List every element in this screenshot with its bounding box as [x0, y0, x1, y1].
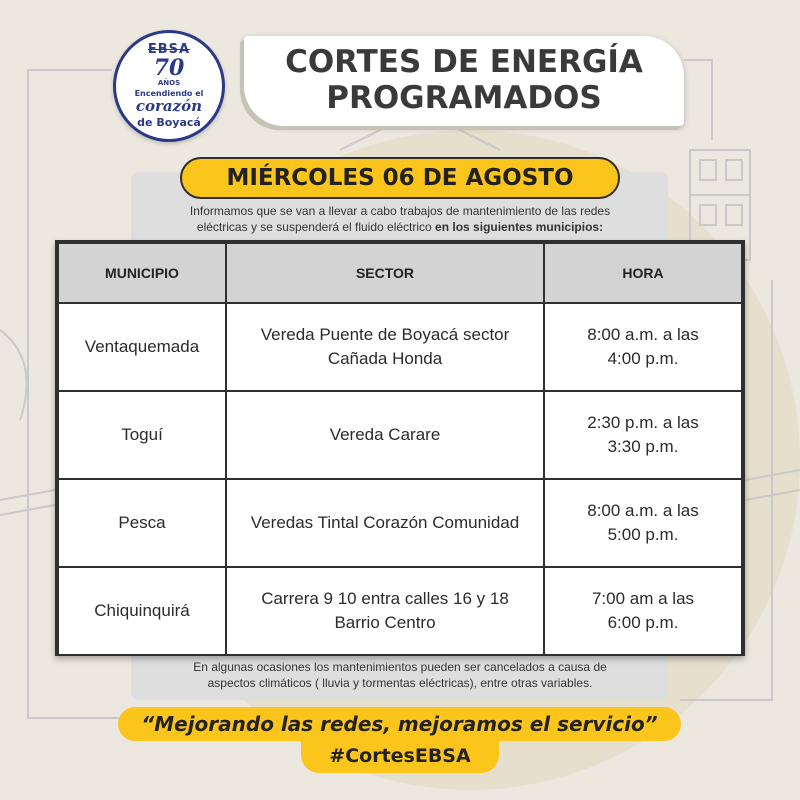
cell-sector — [226, 479, 544, 567]
table-header-row — [58, 243, 742, 303]
cell-municipio: Chiquinquirá — [58, 567, 226, 655]
intro-line-1: Informamos que se van a llevar a cabo trabajos de mantenimiento de las redes — [189, 204, 611, 218]
logo-years-label: AÑOS — [157, 79, 181, 87]
logo-tagline-1: Encendiendo el — [134, 89, 204, 98]
table-row — [58, 303, 742, 391]
slogan-banner: “Mejorando las redes, mejoramos el servicio” — [118, 707, 681, 741]
logo-tagline-2: corazón — [135, 97, 203, 115]
intro-line-2-bold: en los siguientes municipios: — [435, 220, 604, 234]
intro-text — [140, 203, 660, 235]
cell-hora — [544, 567, 742, 655]
cell-hora — [544, 391, 742, 479]
logo-years: 70 — [153, 55, 185, 81]
disclaimer-line-2: aspectos climáticos ( lluvia y tormentas eléctricas), entre otras variables. — [207, 676, 593, 690]
ebsa-logo — [113, 30, 225, 142]
intro-line-2-plain: eléctricas y se suspenderá el fluido eléctrico — [196, 220, 436, 234]
cell-hora-line-1: 7:00 am a las — [591, 589, 695, 608]
cell-hora-line-1: 8:00 a.m. a las — [587, 325, 699, 344]
cell-sector — [226, 391, 544, 479]
cell-sector-line-1: Vereda Carare — [329, 425, 441, 444]
cell-hora — [544, 479, 742, 567]
column-header-municipio: MUNICIPIO — [58, 243, 226, 303]
disclaimer-line-1: En algunas ocasiones los mantenimientos pueden ser cancelados a causa de — [193, 660, 607, 674]
title-card — [244, 36, 684, 126]
disclaimer-text — [140, 659, 660, 691]
intro-line-2 — [140, 219, 660, 235]
cell-municipio: Ventaquemada — [58, 303, 226, 391]
logo-brand: EBSA — [147, 42, 191, 57]
cell-sector-line-1: Carrera 9 10 entra calles 16 y 18 — [261, 589, 509, 608]
page-title-line-2: PROGRAMADOS — [326, 80, 602, 116]
table-row — [58, 479, 742, 567]
cell-hora-line-1: 8:00 a.m. a las — [587, 501, 699, 520]
cell-sector-line-2: Cañada Honda — [327, 349, 443, 368]
cell-sector-line-1: Veredas Tintal Corazón Comunidad — [250, 513, 520, 532]
logo-tagline-3: de Boyacá — [137, 116, 201, 129]
cell-sector-line-2: Barrio Centro — [334, 613, 436, 632]
cell-hora-line-2: 5:00 p.m. — [607, 525, 679, 544]
cell-hora-line-2: 6:00 p.m. — [607, 613, 679, 632]
page-title-line-1: CORTES DE ENERGÍA — [285, 44, 643, 80]
table-row — [58, 567, 742, 655]
table-row — [58, 391, 742, 479]
cell-sector — [226, 567, 544, 655]
cell-hora-line-2: 4:00 p.m. — [607, 349, 679, 368]
cell-sector — [226, 303, 544, 391]
hashtag-badge: #CortesEBSA — [301, 740, 499, 773]
cell-sector-line-1: Vereda Puente de Boyacá sector — [260, 325, 510, 344]
cell-municipio: Toguí — [58, 391, 226, 479]
cell-hora-line-1: 2:30 p.m. a las — [587, 413, 699, 432]
cell-hora-line-2: 3:30 p.m. — [607, 437, 679, 456]
date-badge: MIÉRCOLES 06 DE AGOSTO — [180, 157, 620, 199]
schedule-table — [55, 240, 745, 656]
cell-municipio: Pesca — [58, 479, 226, 567]
column-header-hora: HORA — [544, 243, 742, 303]
cell-hora — [544, 303, 742, 391]
column-header-sector: SECTOR — [226, 243, 544, 303]
